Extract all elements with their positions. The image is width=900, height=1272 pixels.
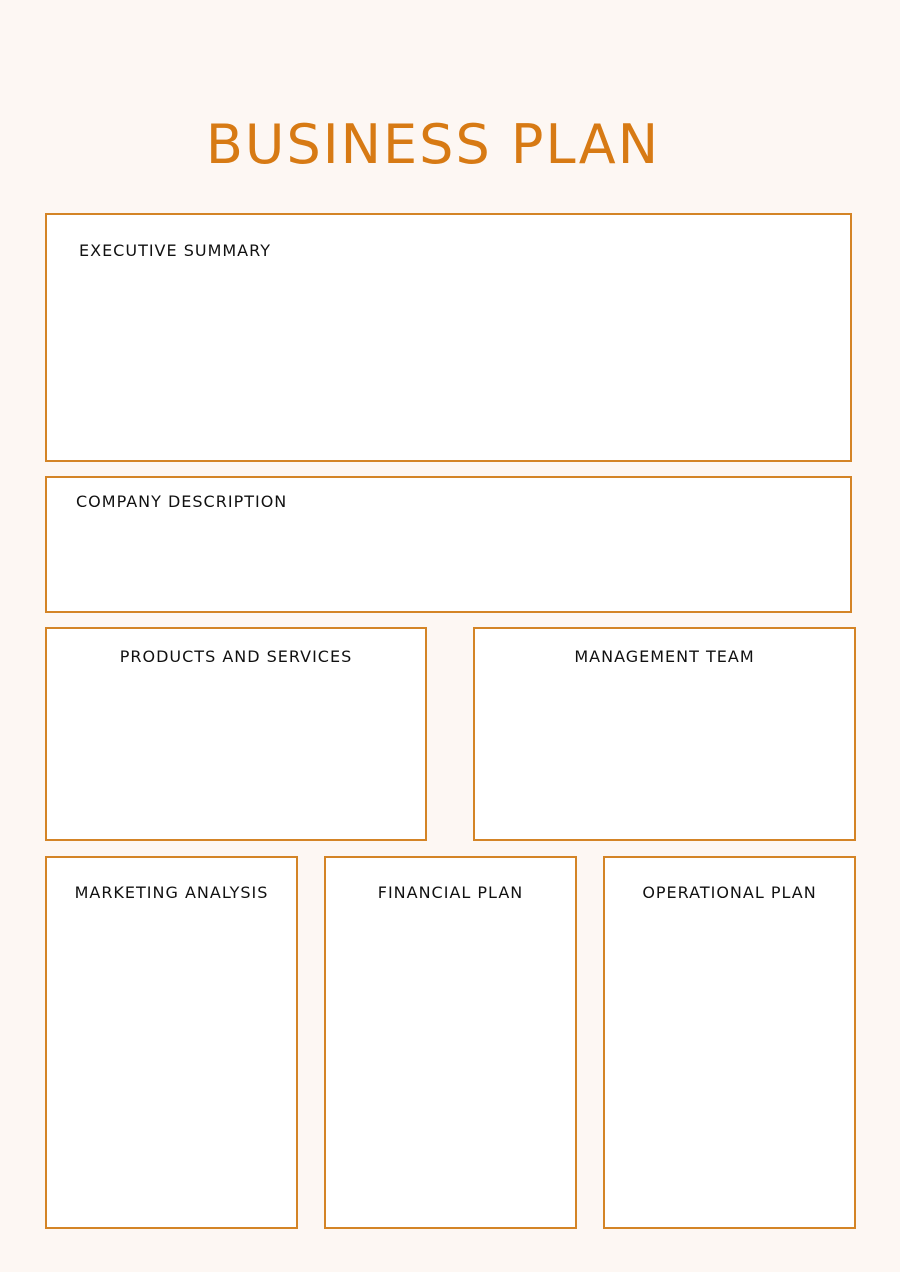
financial-plan-box[interactable]: [324, 856, 577, 1229]
management-team-box[interactable]: [473, 627, 856, 841]
marketing-analysis-label: MARKETING ANALYSIS: [74, 883, 269, 902]
marketing-analysis-box[interactable]: [45, 856, 298, 1229]
management-team-label: MANAGEMENT TEAM: [574, 647, 755, 666]
company-description-box[interactable]: [45, 476, 852, 613]
products-and-services-box[interactable]: [45, 627, 427, 841]
executive-summary-box[interactable]: [45, 213, 852, 462]
page-title: BUSINESS PLAN: [205, 113, 661, 177]
operational-plan-box[interactable]: [603, 856, 856, 1229]
executive-summary-label: EXECUTIVE SUMMARY: [79, 241, 271, 260]
operational-plan-label: OPERATIONAL PLAN: [642, 883, 817, 902]
products-and-services-label: PRODUCTS AND SERVICES: [119, 647, 353, 666]
company-description-label: COMPANY DESCRIPTION: [76, 492, 288, 511]
financial-plan-label: FINANCIAL PLAN: [377, 883, 524, 902]
